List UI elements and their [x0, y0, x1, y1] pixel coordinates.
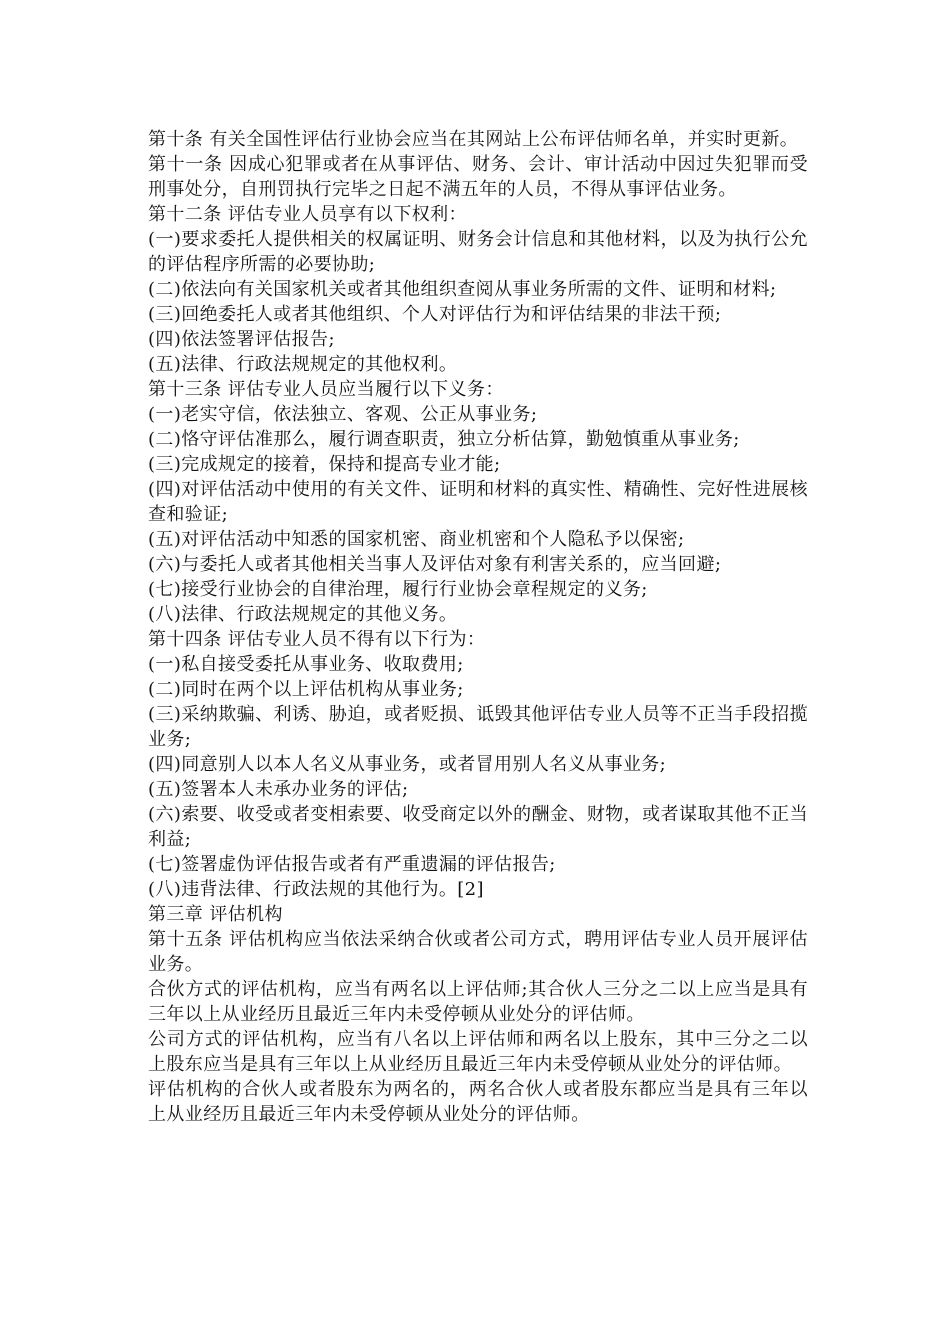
- list-item-right-5: (五)法律、行政法规规定的其他权利。: [148, 354, 458, 375]
- list-item-duty-5: (五)对评估活动中知悉的国家机密、商业机密和个人隐私予以保密;: [148, 529, 685, 550]
- list-item-duty-6: (六)与委托人或者其他相关当事人及评估对象有利害关系的，应当回避;: [148, 554, 722, 575]
- paragraph-company-form: 公司方式的评估机构，应当有八名以上评估师和两名以上股东，其中三分之二以上股东应当是具有三年以上从业经历且最近三年内未受停顿从业处分的评估师。: [148, 1029, 808, 1075]
- list-item-duty-1: (一)老实守信，依法独立、客观、公正从事业务;: [148, 404, 538, 425]
- list-item-prohibited-7: (七)签署虚伪评估报告或者有严重遗漏的评估报告;: [148, 854, 556, 875]
- paragraph-partnership-form: 合伙方式的评估机构，应当有两名以上评估师;其合伙人三分之二以上应当是具有三年以上从业经历且最近三年内未受停顿从业处分的评估师。: [148, 979, 808, 1025]
- list-item-prohibited-2: (二)同时在两个以上评估机构从事业务;: [148, 679, 464, 700]
- list-item-right-2: (二)依法向有关国家机关或者其他组织查阅从事业务所需的文件、证明和材料;: [148, 279, 777, 300]
- list-item-duty-2: (二)恪守评估准那么，履行调查职责，独立分析估算，勤勉慎重从事业务;: [148, 429, 740, 450]
- list-item-prohibited-6: (六)索要、收受或者变相索要、收受商定以外的酬金、财物，或者谋取其他不正当利益;: [148, 804, 808, 850]
- list-item-prohibited-8: (八)违背法律、行政法规的其他行为。[2]: [148, 879, 484, 900]
- paragraph-article-13-heading: 第十三条 评估专业人员应当履行以下义务：: [148, 379, 504, 400]
- list-item-right-1: (一)要求委托人提供相关的权属证明、财务会计信息和其他材料，以及为执行公允的评估程序所需的必要协助;: [148, 229, 808, 275]
- list-item-right-4: (四)依法签署评估报告;: [148, 329, 335, 350]
- list-item-prohibited-1: (一)私自接受委托从事业务、收取费用;: [148, 654, 464, 675]
- paragraph-article-10: 第十条 有关全国性评估行业协会应当在其网站上公布评估师名单，并实时更新。: [148, 129, 799, 150]
- list-item-right-3: (三)回绝委托人或者其他组织、个人对评估行为和评估结果的非法干预;: [148, 304, 722, 325]
- list-item-duty-7: (七)接受行业协会的自律治理，履行行业协会章程规定的义务;: [148, 579, 648, 600]
- list-item-duty-4: (四)对评估活动中使用的有关文件、证明和材料的真实性、精确性、完好性进展核查和验证;: [148, 479, 808, 525]
- paragraph-article-12-heading: 第十二条 评估专业人员享有以下权利：: [148, 204, 467, 225]
- list-item-prohibited-4: (四)同意别人以本人名义从事业务，或者冒用别人名义从事业务;: [148, 754, 667, 775]
- paragraph-article-15: 第十五条 评估机构应当依法采纳合伙或者公司方式，聘用评估专业人员开展评估业务。: [148, 929, 808, 975]
- list-item-prohibited-3: (三)采纳欺骗、利诱、胁迫，或者贬损、诋毁其他评估专业人员等不正当手段招揽业务;: [148, 704, 808, 750]
- paragraph-article-11: 第十一条 因成心犯罪或者在从事评估、财务、会计、审计活动中因过失犯罪而受刑事处分，自刑罚执行完毕之日起不满五年的人员，不得从事评估业务。: [148, 154, 808, 200]
- list-item-prohibited-5: (五)签署本人未承办业务的评估;: [148, 779, 409, 800]
- paragraph-two-partners: 评估机构的合伙人或者股东为两名的，两名合伙人或者股东都应当是具有三年以上从业经历且最近三年内未受停顿从业处分的评估师。: [148, 1079, 808, 1125]
- document-body: [148, 127, 808, 1127]
- list-item-duty-3: (三)完成规定的接着，保持和提高专业才能;: [148, 454, 501, 475]
- chapter-3-heading: 第三章 评估机构: [148, 904, 283, 925]
- list-item-duty-8: (八)法律、行政法规规定的其他义务。: [148, 604, 458, 625]
- paragraph-article-14-heading: 第十四条 评估专业人员不得有以下行为：: [148, 629, 486, 650]
